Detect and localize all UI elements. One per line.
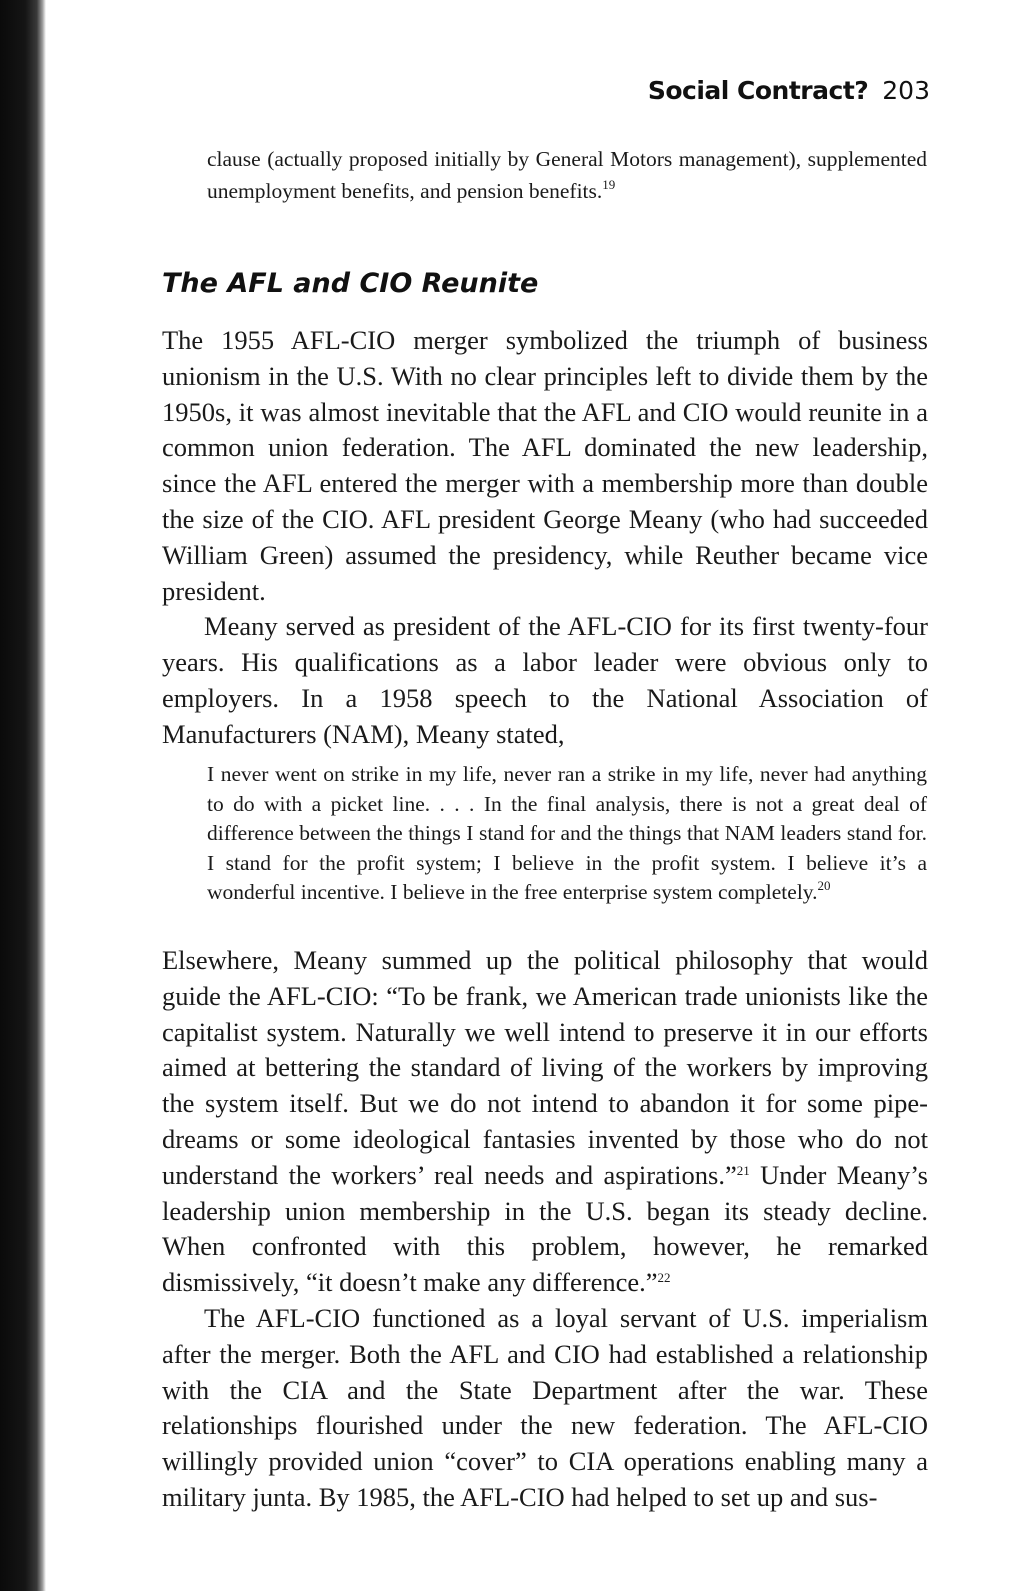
page-number: 203 [882, 76, 930, 105]
footnote-ref-21: 21 [736, 1162, 750, 1178]
body-paragraphs-top [162, 323, 928, 753]
running-head [600, 76, 930, 105]
section-heading: The AFL and CIO Reunite [162, 268, 539, 299]
book-spine-shadow [0, 0, 46, 1591]
intro-text: clause (actually proposed initially by General Motors management), supplemented unemployment benefits, and pension benefits. [207, 147, 927, 203]
footnote-ref-22: 22 [657, 1270, 671, 1286]
footnote-ref-19: 19 [602, 177, 616, 192]
footnote-ref-20: 20 [817, 878, 831, 893]
block-quote-text: I never went on strike in my life, never ran a strike in my life, never had anything to do with a picket line. . . . In the final analysis, there is not a great deal of difference between the things I stand for and the things that NAM leaders stand for. I stand for the profit system; I believe in the profit system. I believe it’s a wonderful incentive. I believe in the free enterprise system completely. [207, 762, 927, 904]
paragraph-imperialism: The AFL-CIO functioned as a loyal servant of U.S. imperialism after the merger. Both the AFL and CIO had established a relationship with the CIA and the State Department after the war. These relationships flourished under the new federation. The AFL-CIO willingly provided union “cover” to CIA operations enabling many a military junta. By 1985, the AFL-CIO had helped to set up and sus- [162, 1302, 928, 1512]
running-title: Social Contract? [647, 76, 869, 105]
intro-paragraph [207, 143, 927, 207]
paragraph-meany-president: Meany served as president of the AFL-CIO for its first twenty-four years. His qualifications as a labor leader were obvious only to employers. In a 1958 speech to the National Association of Manufacturers (NAM), Meany stated, [162, 611, 928, 749]
body-paragraphs-bottom [162, 943, 928, 1516]
paragraph-philosophy-a: Elsewhere, Meany summed up the political philosophy that would guide the AFL-CIO: “To be frank, we American trade unionists like the capitalist system. Naturally we well intend to preserve it in our efforts aimed at bettering the standard of living of the workers by improving the system itself. But we do not intend to abandon it for some pipe-dreams or some ideological fantasies invented by those who do not understand the workers’ real needs and aspirations.” [162, 945, 928, 1190]
paragraph-philosophy-b: Under Meany’s leadership union membership in the U.S. began its steady decline. When confronted with this problem, however, he remarked dismissively, “it doesn’t make any difference.” [162, 1159, 928, 1298]
block-quote [207, 760, 927, 908]
paragraph-merger: The 1955 AFL-CIO merger symbolized the triumph of business unionism in the U.S. With no clear principles left to divide them by the 1950s, it was almost inevitable that the AFL and CIO would reunite in a common union federation. The AFL dominated the new leadership, since the AFL entered the merger with a membership more than double the size of the CIO. AFL president George Meany (who had succeeded William Green) assumed the presidency, while Reuther became vice president. [162, 325, 928, 606]
paragraph-philosophy [162, 943, 928, 1301]
